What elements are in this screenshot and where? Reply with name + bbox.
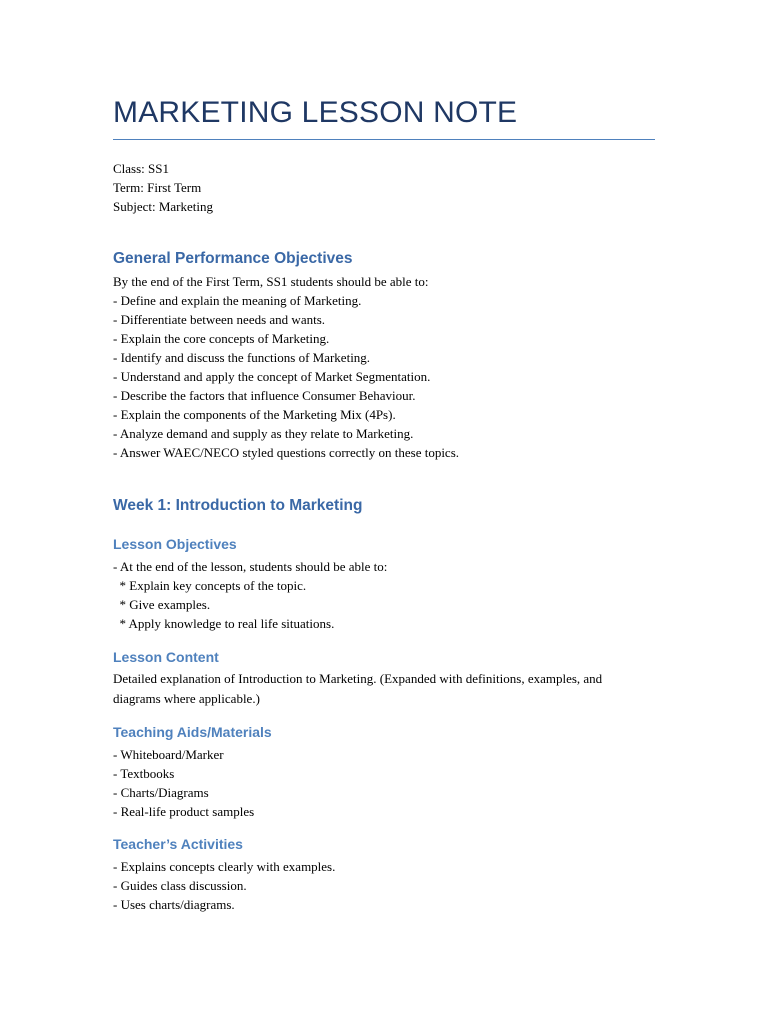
list-item: - Understand and apply the concept of Market Segmentation. xyxy=(113,369,431,384)
list-item: - Answer WAEC/NECO styled questions correctly on these topics. xyxy=(113,445,460,460)
list-item: - Explain the core concepts of Marketing. xyxy=(113,331,330,346)
list-item: - Charts/Diagrams xyxy=(113,785,209,800)
title-underline xyxy=(113,139,655,140)
list-item: - Explain the components of the Marketing Mix (4Ps). xyxy=(113,407,396,422)
lesson-content-text: Detailed explanation of Introduction to Marketing. (Expanded with definitions, examples, and diagrams where applicable.) xyxy=(113,671,603,706)
class-line: Class: SS1 xyxy=(113,161,169,176)
lesson-objectives-list xyxy=(113,557,655,633)
lesson-objectives-body xyxy=(113,557,655,633)
term-line: Term: First Term xyxy=(113,180,202,195)
lesson-objectives-section xyxy=(113,536,655,552)
general-objectives-intro: By the end of the First Term, SS1 students should be able to: xyxy=(113,274,429,289)
lesson-objectives-heading: Lesson Objectives xyxy=(113,536,237,552)
list-item: - Real-life product samples xyxy=(113,804,255,819)
list-item: - Whiteboard/Marker xyxy=(113,747,224,762)
lesson-content-heading: Lesson Content xyxy=(113,649,219,665)
class-info xyxy=(113,159,655,216)
list-item: * Give examples. xyxy=(113,597,211,612)
teaching-aids-list xyxy=(113,745,655,821)
general-objectives-section xyxy=(113,250,655,268)
teacher-activities-body xyxy=(113,857,655,914)
general-objectives-body xyxy=(113,272,655,462)
subject-line: Subject: Marketing xyxy=(113,199,214,214)
general-objectives-list xyxy=(113,291,655,462)
teaching-aids-body xyxy=(113,745,655,821)
teacher-activities-section xyxy=(113,836,655,852)
list-item: - Textbooks xyxy=(113,766,175,781)
lesson-content-section xyxy=(113,649,655,665)
list-item: - Describe the factors that influence Consumer Behaviour. xyxy=(113,388,416,403)
general-objectives-heading: General Performance Objectives xyxy=(113,250,353,267)
teacher-activities-heading: Teacher’s Activities xyxy=(113,836,243,852)
list-item: - Explains concepts clearly with examples. xyxy=(113,859,336,874)
week1-heading: Week 1: Introduction to Marketing xyxy=(113,497,363,514)
list-item: - Guides class discussion. xyxy=(113,878,247,893)
week1-section xyxy=(113,497,655,515)
teacher-activities-list xyxy=(113,857,655,914)
list-item: - At the end of the lesson, students should be able to: xyxy=(113,559,388,574)
teaching-aids-section xyxy=(113,724,655,740)
list-item: - Define and explain the meaning of Marketing. xyxy=(113,293,362,308)
lesson-content-body xyxy=(113,669,655,708)
teaching-aids-heading: Teaching Aids/Materials xyxy=(113,724,272,740)
list-item: - Differentiate between needs and wants. xyxy=(113,312,326,327)
list-item: - Uses charts/diagrams. xyxy=(113,897,235,912)
list-item: - Analyze demand and supply as they relate to Marketing. xyxy=(113,426,414,441)
list-item: * Explain key concepts of the topic. xyxy=(113,578,307,593)
document-title: MARKETING LESSON NOTE xyxy=(113,96,518,129)
list-item: * Apply knowledge to real life situations. xyxy=(113,616,335,631)
list-item: - Identify and discuss the functions of Marketing. xyxy=(113,350,371,365)
